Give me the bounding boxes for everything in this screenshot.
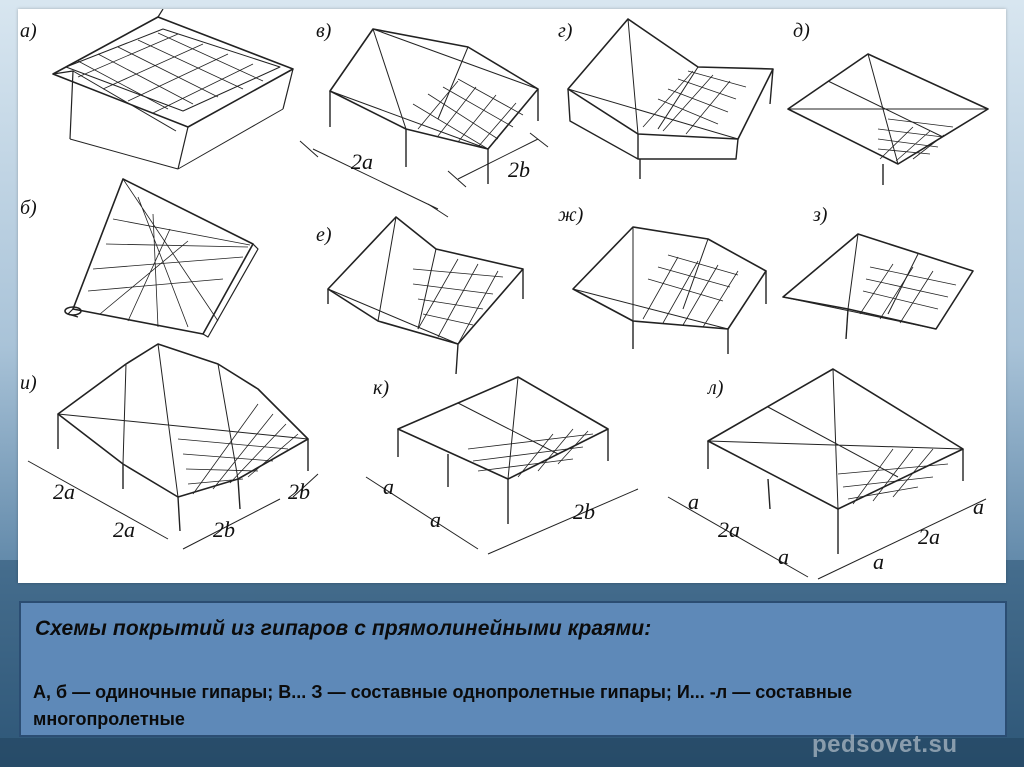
panel-label-a: а) <box>20 20 37 42</box>
dim-i-front: 2b <box>213 517 235 542</box>
roof-schemes-drawing <box>18 9 1006 583</box>
dim-l-left-3: a <box>778 544 789 569</box>
panel-label-v: в) <box>316 20 332 42</box>
scheme-v-composite-roof <box>300 29 548 217</box>
watermark-logo: pedsovet.su <box>812 731 958 758</box>
dim-l-right-2: 2a <box>918 524 940 549</box>
panel-label-l: л) <box>708 377 724 399</box>
caption-body: А, б — одиночные гипары; В... З — составные однопролетные гипары; И... -л — составные многопролетные <box>33 682 853 729</box>
dim-k-left-2: a <box>430 507 441 532</box>
dim-k-front: 2b <box>573 499 595 524</box>
scheme-a-diamond-grid-roof <box>53 9 293 169</box>
scheme-d-composite-roof <box>788 54 988 185</box>
panel-label-z: з) <box>813 204 828 226</box>
dim-v-width: 2a <box>351 149 373 174</box>
dim-l-right-1: a <box>873 549 884 574</box>
scheme-i-multispan-roof <box>28 344 318 549</box>
dim-l-right-3: a <box>973 494 984 519</box>
panel-label-e: е) <box>316 224 332 246</box>
panel-label-k: к) <box>373 377 390 399</box>
caption-title: Схемы покрытий из гипаров с прямолинейными краями: <box>35 617 652 640</box>
dim-l-left-1: a <box>688 489 699 514</box>
scheme-zh-composite-roof <box>573 227 766 354</box>
dimension-labels <box>53 149 984 574</box>
panel-label-zh: ж) <box>558 204 584 226</box>
scheme-z-composite-roof <box>783 234 973 339</box>
scheme-b-single-hypar <box>65 179 258 337</box>
panel-label-b: б) <box>20 197 37 219</box>
dim-k-left-1: a <box>383 474 394 499</box>
dim-i-left-2: 2a <box>113 517 135 542</box>
panel-label-d: д) <box>793 20 810 42</box>
panel-label-i: и) <box>20 372 37 394</box>
scheme-g-composite-roof <box>568 19 773 179</box>
dim-l-left-2: 2a <box>718 517 740 542</box>
dim-v-depth: 2b <box>508 157 530 182</box>
dim-i-left-1: 2a <box>53 479 75 504</box>
panel-label-g: г) <box>558 20 573 42</box>
scheme-e-composite-roof <box>328 217 523 374</box>
caption-box <box>19 601 1007 737</box>
scheme-k-multispan-roof <box>366 377 638 554</box>
dim-i-right: 2b <box>288 479 310 504</box>
